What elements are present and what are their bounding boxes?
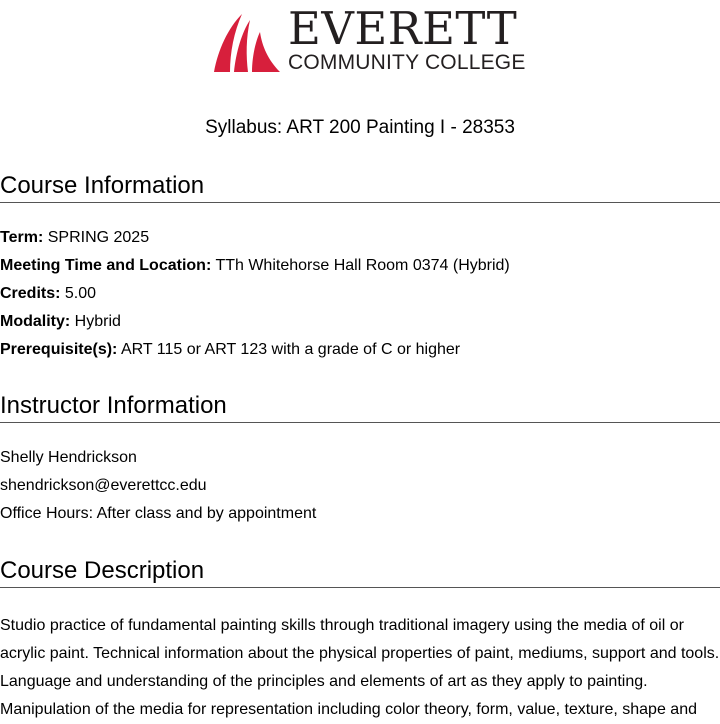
term-line: [0, 228, 149, 248]
instructor-name: Shelly Hendrickson: [0, 449, 137, 466]
modality-label: Modality:: [0, 313, 71, 330]
modality-line: [0, 312, 121, 332]
prerequisites-label: Prerequisite(s):: [0, 341, 118, 358]
syllabus-title: Syllabus: ART 200 Painting I - 28353: [205, 117, 515, 138]
credits-value: 5.00: [64, 285, 97, 302]
meeting-value: TTh Whitehorse Hall Room 0374 (Hybrid): [215, 257, 510, 274]
course-description-heading: Course Description: [0, 557, 720, 588]
term-value: SPRING 2025: [47, 229, 150, 246]
meeting-label: Meeting Time and Location:: [0, 257, 212, 274]
prerequisites-line: [0, 340, 460, 360]
prerequisites-value: ART 115 or ART 123 with a grade of C or higher: [120, 341, 461, 358]
office-hours: Office Hours: After class and by appointment: [0, 505, 317, 522]
college-logo: [212, 2, 526, 76]
instructor-email: shendrickson@everettcc.edu: [0, 477, 207, 494]
meeting-line: [0, 256, 510, 276]
term-label: Term:: [0, 229, 44, 246]
instructor-information-heading: Instructor Information: [0, 392, 720, 423]
course-information-heading: Course Information: [0, 172, 720, 203]
course-description-text: Studio practice of fundamental painting skills through traditional imagery using the media of oil or acrylic paint. Technical information about the physical properties of paint, mediums, support and tools. Language and understanding of the principles and elements of art as they apply to painting. Manipulation of the media for representation including color theory, form, value, texture, shape and: [0, 617, 720, 718]
credits-label: Credits:: [0, 285, 61, 302]
credits-line: [0, 284, 96, 304]
logo-name: EVERETT: [288, 2, 518, 55]
logo-mark-icon: [212, 10, 284, 76]
modality-value: Hybrid: [74, 313, 121, 330]
logo-subtitle: COMMUNITY COLLEGE: [288, 51, 526, 74]
